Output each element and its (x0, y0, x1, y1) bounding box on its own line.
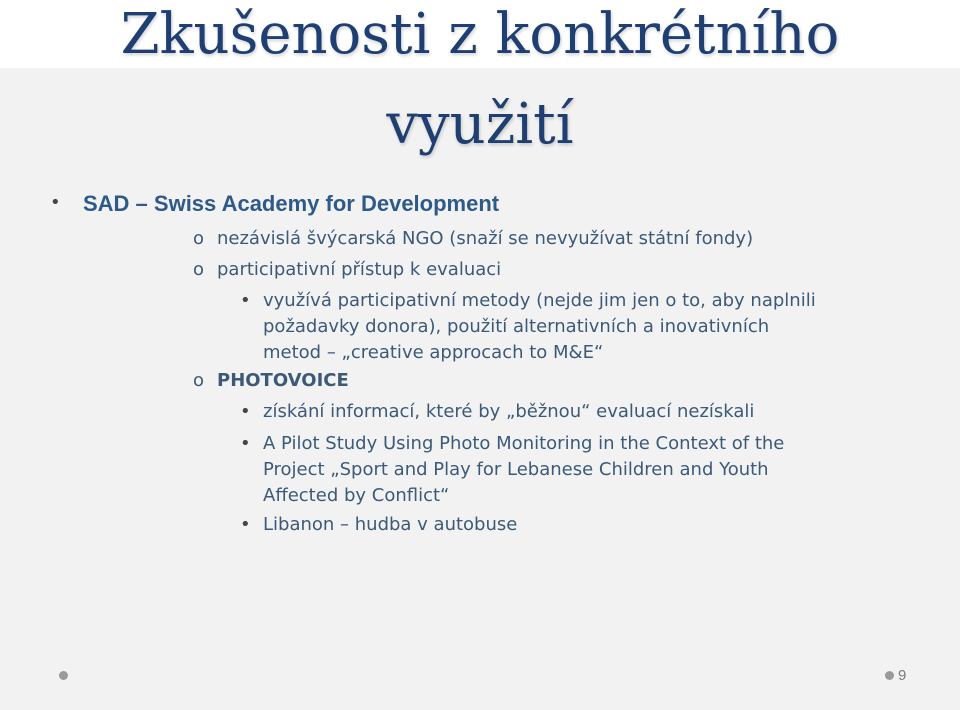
slide-title-line-1: Zkušenosti z konkrétního (120, 2, 840, 67)
bullet-icon: • (240, 401, 251, 422)
heading-bullet: SAD – Swiss Academy for Development (83, 191, 500, 216)
bullet-icon: • (240, 514, 251, 535)
detail-line: Libanon – hudba v autobuse (263, 514, 518, 535)
slide-title (0, 0, 960, 160)
footer-dot-left (59, 671, 68, 680)
sub-item-ngo: nezávislá švýcarská NGO (snaží se nevyužívat státní fondy) (217, 228, 754, 249)
bullet-icon: • (240, 433, 251, 454)
sub-bullet-icon: o (193, 228, 205, 249)
page-number: 9 (898, 667, 907, 684)
detail-line: Affected by Conflict“ (263, 485, 450, 506)
sub-item-photovoice: PHOTOVOICE (217, 370, 349, 391)
detail-line: získání informací, které by „běžnou“ evaluací nezískali (263, 401, 755, 422)
sub-bullet-icon: o (193, 370, 205, 391)
detail-line: metod – „creative approcach to M&E“ (263, 342, 604, 363)
bullet-icon: • (50, 192, 61, 213)
detail-line: A Pilot Study Using Photo Monitoring in the Context of the (263, 433, 785, 454)
slide-title-line-2: využití (386, 92, 574, 157)
sub-item-participative: participativní přístup k evaluaci (217, 259, 502, 280)
footer-dot-right (885, 671, 894, 680)
detail-line: požadavky donora), použití alternativních a inovativních (263, 316, 770, 337)
detail-line: Project „Sport and Play for Lebanese Children and Youth (263, 459, 769, 480)
bullet-icon: • (240, 290, 251, 311)
sub-bullet-icon: o (193, 259, 205, 280)
detail-line: využívá participativní metody (nejde jim jen o to, aby naplnili (263, 290, 816, 311)
slide-background (0, 68, 960, 710)
